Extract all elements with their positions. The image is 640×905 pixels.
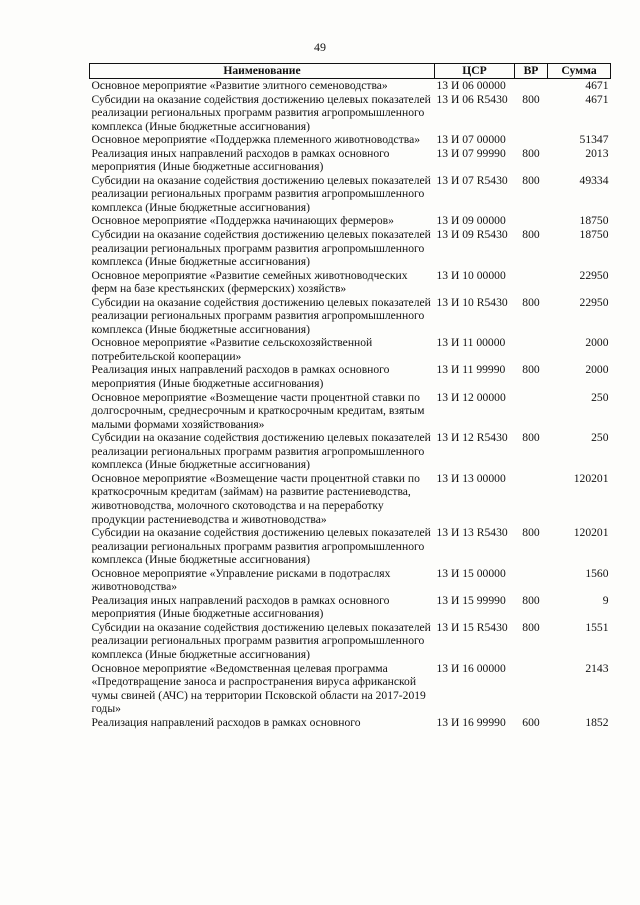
row-name: Субсидии на оказание содействия достижению целевых показателей реализации региональных программ развития агропромышленного комплекса (Иные бюджетные ассигнования) xyxy=(91,173,431,214)
table-row xyxy=(90,716,611,730)
row-name: Реализация иных направлений расходов в рамках основного мероприятия (Иные бюджетные ассигнования) xyxy=(91,593,390,621)
row-vr: 800 xyxy=(522,620,540,634)
row-csr: 13 И 11 99990 xyxy=(436,363,506,377)
row-vr xyxy=(515,133,548,147)
row-sum: 250 xyxy=(591,431,609,445)
row-vr: 800 xyxy=(522,363,540,377)
row-vr xyxy=(515,214,548,228)
row-csr: 13 И 09 R5430 xyxy=(436,228,508,242)
table-row xyxy=(90,214,611,228)
table-row xyxy=(90,363,611,390)
table-row xyxy=(90,296,611,337)
row-name: Основное мероприятие «Развитие элитного семеноводства» xyxy=(91,79,388,92)
row-sum: 18750 xyxy=(579,214,609,228)
table-row xyxy=(90,269,611,296)
table-row xyxy=(90,174,611,215)
table-row xyxy=(90,79,611,93)
row-csr: 13 И 12 00000 xyxy=(436,390,506,404)
row-sum: 51347 xyxy=(579,133,609,147)
row-csr: 13 И 07 R5430 xyxy=(436,173,508,187)
row-vr: 800 xyxy=(522,173,540,187)
row-vr xyxy=(515,662,548,716)
row-csr: 13 И 16 00000 xyxy=(436,661,506,675)
header-vr: ВР xyxy=(515,64,548,79)
row-vr xyxy=(515,391,548,432)
row-sum: 22950 xyxy=(579,295,609,309)
row-sum: 250 xyxy=(591,390,609,404)
row-csr: 13 И 15 R5430 xyxy=(436,620,508,634)
row-sum: 2000 xyxy=(585,363,609,377)
row-vr: 800 xyxy=(522,526,540,540)
row-sum: 2143 xyxy=(585,661,609,675)
row-sum: 49334 xyxy=(579,173,609,187)
row-name: Реализация иных направлений расходов в рамках основного мероприятия (Иные бюджетные ассигнования) xyxy=(91,363,390,391)
row-name: Субсидии на оказание содействия достижению целевых показателей реализации региональных программ развития агропромышленного комплекса (Иные бюджетные ассигнования) xyxy=(91,92,431,133)
header-name: Наименование xyxy=(90,64,435,79)
table-row xyxy=(90,621,611,662)
header-csr: ЦСР xyxy=(435,64,515,79)
table-row xyxy=(90,662,611,716)
row-csr: 13 И 13 R5430 xyxy=(436,526,508,540)
table-row xyxy=(90,526,611,567)
row-sum: 1852 xyxy=(585,715,609,729)
row-csr: 13 И 12 R5430 xyxy=(436,431,508,445)
row-sum: 4671 xyxy=(585,79,609,92)
row-sum: 1560 xyxy=(585,566,609,580)
row-name: Основное мероприятие «Возмещение части процентной ставки по краткосрочным кредитам (займам) на развитие растениеводства, животноводства, молочного скотоводства и на переработку продукции растениеводства и животноводства» xyxy=(91,471,420,526)
row-sum: 9 xyxy=(602,593,609,607)
row-csr: 13 И 06 R5430 xyxy=(436,92,508,106)
table-row xyxy=(90,93,611,134)
row-sum: 2000 xyxy=(585,336,609,350)
table-row xyxy=(90,228,611,269)
row-vr: 800 xyxy=(522,593,540,607)
row-sum: 18750 xyxy=(579,228,609,242)
table-row xyxy=(90,133,611,147)
row-csr: 13 И 07 00000 xyxy=(436,133,506,147)
row-csr: 13 И 16 99990 xyxy=(436,715,506,729)
row-name: Основное мероприятие «Управление рисками в подотраслях животноводства» xyxy=(91,566,391,594)
row-csr: 13 И 06 00000 xyxy=(436,79,506,92)
row-name: Основное мероприятие «Развитие семейных животноводческих ферм на базе крестьянских (фермерских) хозяйств» xyxy=(91,268,408,296)
row-vr: 800 xyxy=(522,92,540,106)
table-row xyxy=(90,472,611,526)
row-sum: 2013 xyxy=(585,146,609,160)
row-vr: 800 xyxy=(522,295,540,309)
row-vr xyxy=(515,79,548,93)
row-name: Реализация направлений расходов в рамках основного xyxy=(91,715,361,729)
header-sum: Сумма xyxy=(548,64,611,79)
row-vr: 600 xyxy=(522,715,540,729)
table-row xyxy=(90,147,611,174)
row-name: Субсидии на оказание содействия достижению целевых показателей реализации региональных программ развития агропромышленного комплекса (Иные бюджетные ассигнования) xyxy=(91,228,431,269)
row-name: Основное мероприятие «Поддержка племенного животноводства» xyxy=(91,133,421,147)
row-csr: 13 И 11 00000 xyxy=(436,336,506,350)
budget-table xyxy=(89,63,611,729)
table-row xyxy=(90,336,611,363)
row-csr: 13 И 10 R5430 xyxy=(436,295,508,309)
row-vr: 800 xyxy=(522,146,540,160)
row-sum: 1551 xyxy=(585,620,609,634)
row-csr: 13 И 13 00000 xyxy=(436,471,506,485)
table-row xyxy=(90,594,611,621)
row-vr xyxy=(515,472,548,526)
table-header-row xyxy=(90,64,611,79)
table-row xyxy=(90,431,611,472)
row-name: Основное мероприятие «Поддержка начинающих фермеров» xyxy=(91,214,394,228)
row-sum: 120201 xyxy=(573,471,609,485)
row-name: Субсидии на оказание содействия достижению целевых показателей реализации региональных программ развития агропромышленного комплекса (Иные бюджетные ассигнования) xyxy=(91,295,431,336)
row-csr: 13 И 15 00000 xyxy=(436,566,506,580)
row-sum: 120201 xyxy=(573,526,609,540)
table-row xyxy=(90,391,611,432)
row-name: Субсидии на оказание содействия достижению целевых показателей реализации региональных программ развития агропромышленного комплекса (Иные бюджетные ассигнования) xyxy=(91,620,431,661)
page-number: 49 xyxy=(314,40,326,54)
row-name: Реализация иных направлений расходов в рамках основного мероприятия (Иные бюджетные ассигнования) xyxy=(91,146,390,174)
row-csr: 13 И 07 99990 xyxy=(436,146,506,160)
row-name: Субсидии на оказание содействия достижению целевых показателей реализации региональных программ развития агропромышленного комплекса (Иные бюджетные ассигнования) xyxy=(91,431,431,472)
table-row xyxy=(90,567,611,594)
row-sum: 4671 xyxy=(585,92,609,106)
row-vr: 800 xyxy=(522,228,540,242)
row-csr: 13 И 10 00000 xyxy=(436,268,506,282)
row-name: Основное мероприятие «Возмещение части процентной ставки по долгосрочным, среднесрочным и краткосрочным кредитам, взятым малыми формами хозяйствования» xyxy=(91,390,425,431)
row-name: Основное мероприятие «Ведомственная целевая программа «Предотвращение заноса и распространения вируса африканской чумы свиней (АЧС) на территории Псковской области на 2017-2019 годы» xyxy=(91,661,426,716)
row-csr: 13 И 09 00000 xyxy=(436,214,506,228)
row-name: Субсидии на оказание содействия достижению целевых показателей реализации региональных программ развития агропромышленного комплекса (Иные бюджетные ассигнования) xyxy=(91,526,431,567)
row-name: Основное мероприятие «Развитие сельскохозяйственной потребительской кооперации» xyxy=(91,336,373,363)
row-vr xyxy=(515,336,548,363)
row-vr xyxy=(515,269,548,296)
row-csr: 13 И 15 99990 xyxy=(436,593,506,607)
row-vr: 800 xyxy=(522,431,540,445)
row-vr xyxy=(515,567,548,594)
row-sum: 22950 xyxy=(579,268,609,282)
